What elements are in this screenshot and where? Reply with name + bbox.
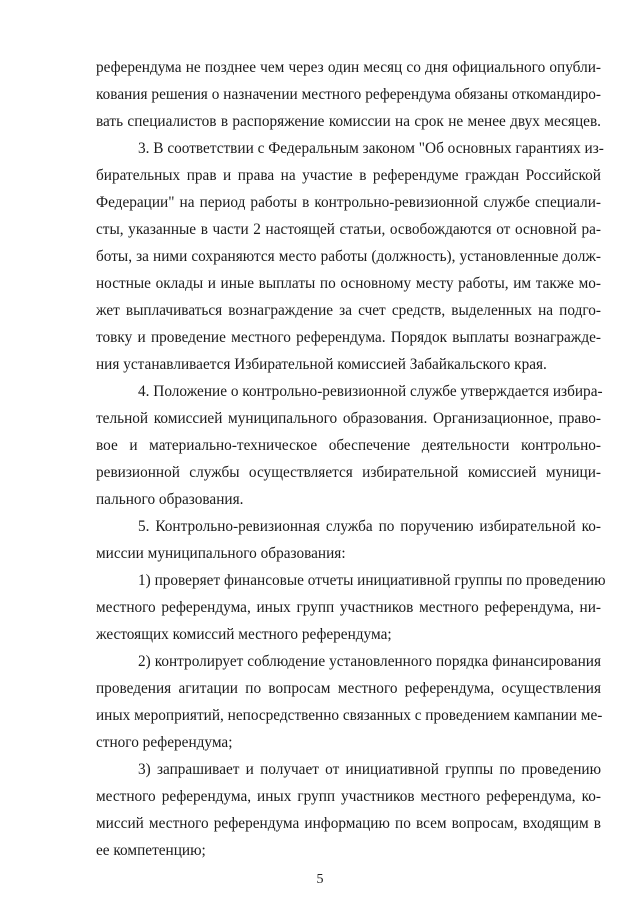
text-line: иных мероприятий, непосредственно связанных с проведением кампании ме- <box>96 707 603 724</box>
text-line: кования решения о назначении местного референдума обязаны откомандиро- <box>96 86 601 103</box>
text-line: сты, указанные в части 2 настоящей статьи, освобождаются от основной ра- <box>96 221 601 238</box>
text-line: ностные оклады и иные выплаты по основному месту работы, им также мо- <box>96 275 601 292</box>
text-line: жет выплачиваться вознаграждение за счет средств, выделенных на подго- <box>96 302 601 319</box>
text-line: бирательных прав и права на участие в референдуме граждан Российской <box>96 167 601 184</box>
list-item-3-first-line: 3) запрашивает и получает от инициативной группы по проведению <box>138 761 601 778</box>
page-number: 5 <box>316 872 324 887</box>
text-line: ее компетенцию; <box>96 842 206 859</box>
paragraph-5-first-line: 5. Контрольно-ревизионная служба по поручению избирательной ко- <box>138 518 601 535</box>
text-line: вать специалистов в распоряжение комиссии на срок не менее двух месяцев. <box>96 113 601 130</box>
text-line: жестоящих комиссий местного референдума; <box>96 626 392 643</box>
text-line: ния устанавливается Избирательной комиссией Забайкальского края. <box>96 356 547 373</box>
text-line: пального образования. <box>96 491 244 508</box>
text-line: местного референдума, иных групп участников местного референдума, ко- <box>96 788 601 805</box>
paragraph-3-first-line: 3. В соответствии с Федеральным законом "Об основных гарантиях из- <box>138 140 604 157</box>
text-line: товку и проведение местного референдума. Порядок выплаты вознагражде- <box>96 329 601 346</box>
text-line: референдума не позднее чем через один месяц со дня официального опубли- <box>96 59 601 76</box>
text-line: тельной комиссией муниципального образования. Организационное, право- <box>96 410 601 427</box>
list-item-1-first-line: 1) проверяет финансовые отчеты инициативной группы по проведению <box>138 572 606 589</box>
text-line: вое и материально-техническое обеспечение деятельности контрольно- <box>96 437 601 454</box>
text-line: миссий местного референдума информацию по всем вопросам, входящим в <box>96 815 601 832</box>
text-line: проведения агитации по вопросам местного референдума, осуществления <box>96 680 601 697</box>
text-line: боты, за ними сохраняются место работы (должность), установленные долж- <box>96 248 601 265</box>
text-line: миссии муниципального образования: <box>96 545 346 562</box>
text-line: Федерации" на период работы в контрольно-ревизионной службе специали- <box>96 194 601 211</box>
paragraph-4-first-line: 4. Положение о контрольно-ревизионной службе утверждается избира- <box>138 383 603 400</box>
text-line: ревизионной службы осуществляется избирательной комиссией муници- <box>96 464 601 481</box>
list-item-2-first-line: 2) контролирует соблюдение установленного порядка финансирования <box>138 653 601 670</box>
text-line: местного референдума, иных групп участников местного референдума, ни- <box>96 599 601 616</box>
text-line: стного референдума; <box>96 734 233 751</box>
